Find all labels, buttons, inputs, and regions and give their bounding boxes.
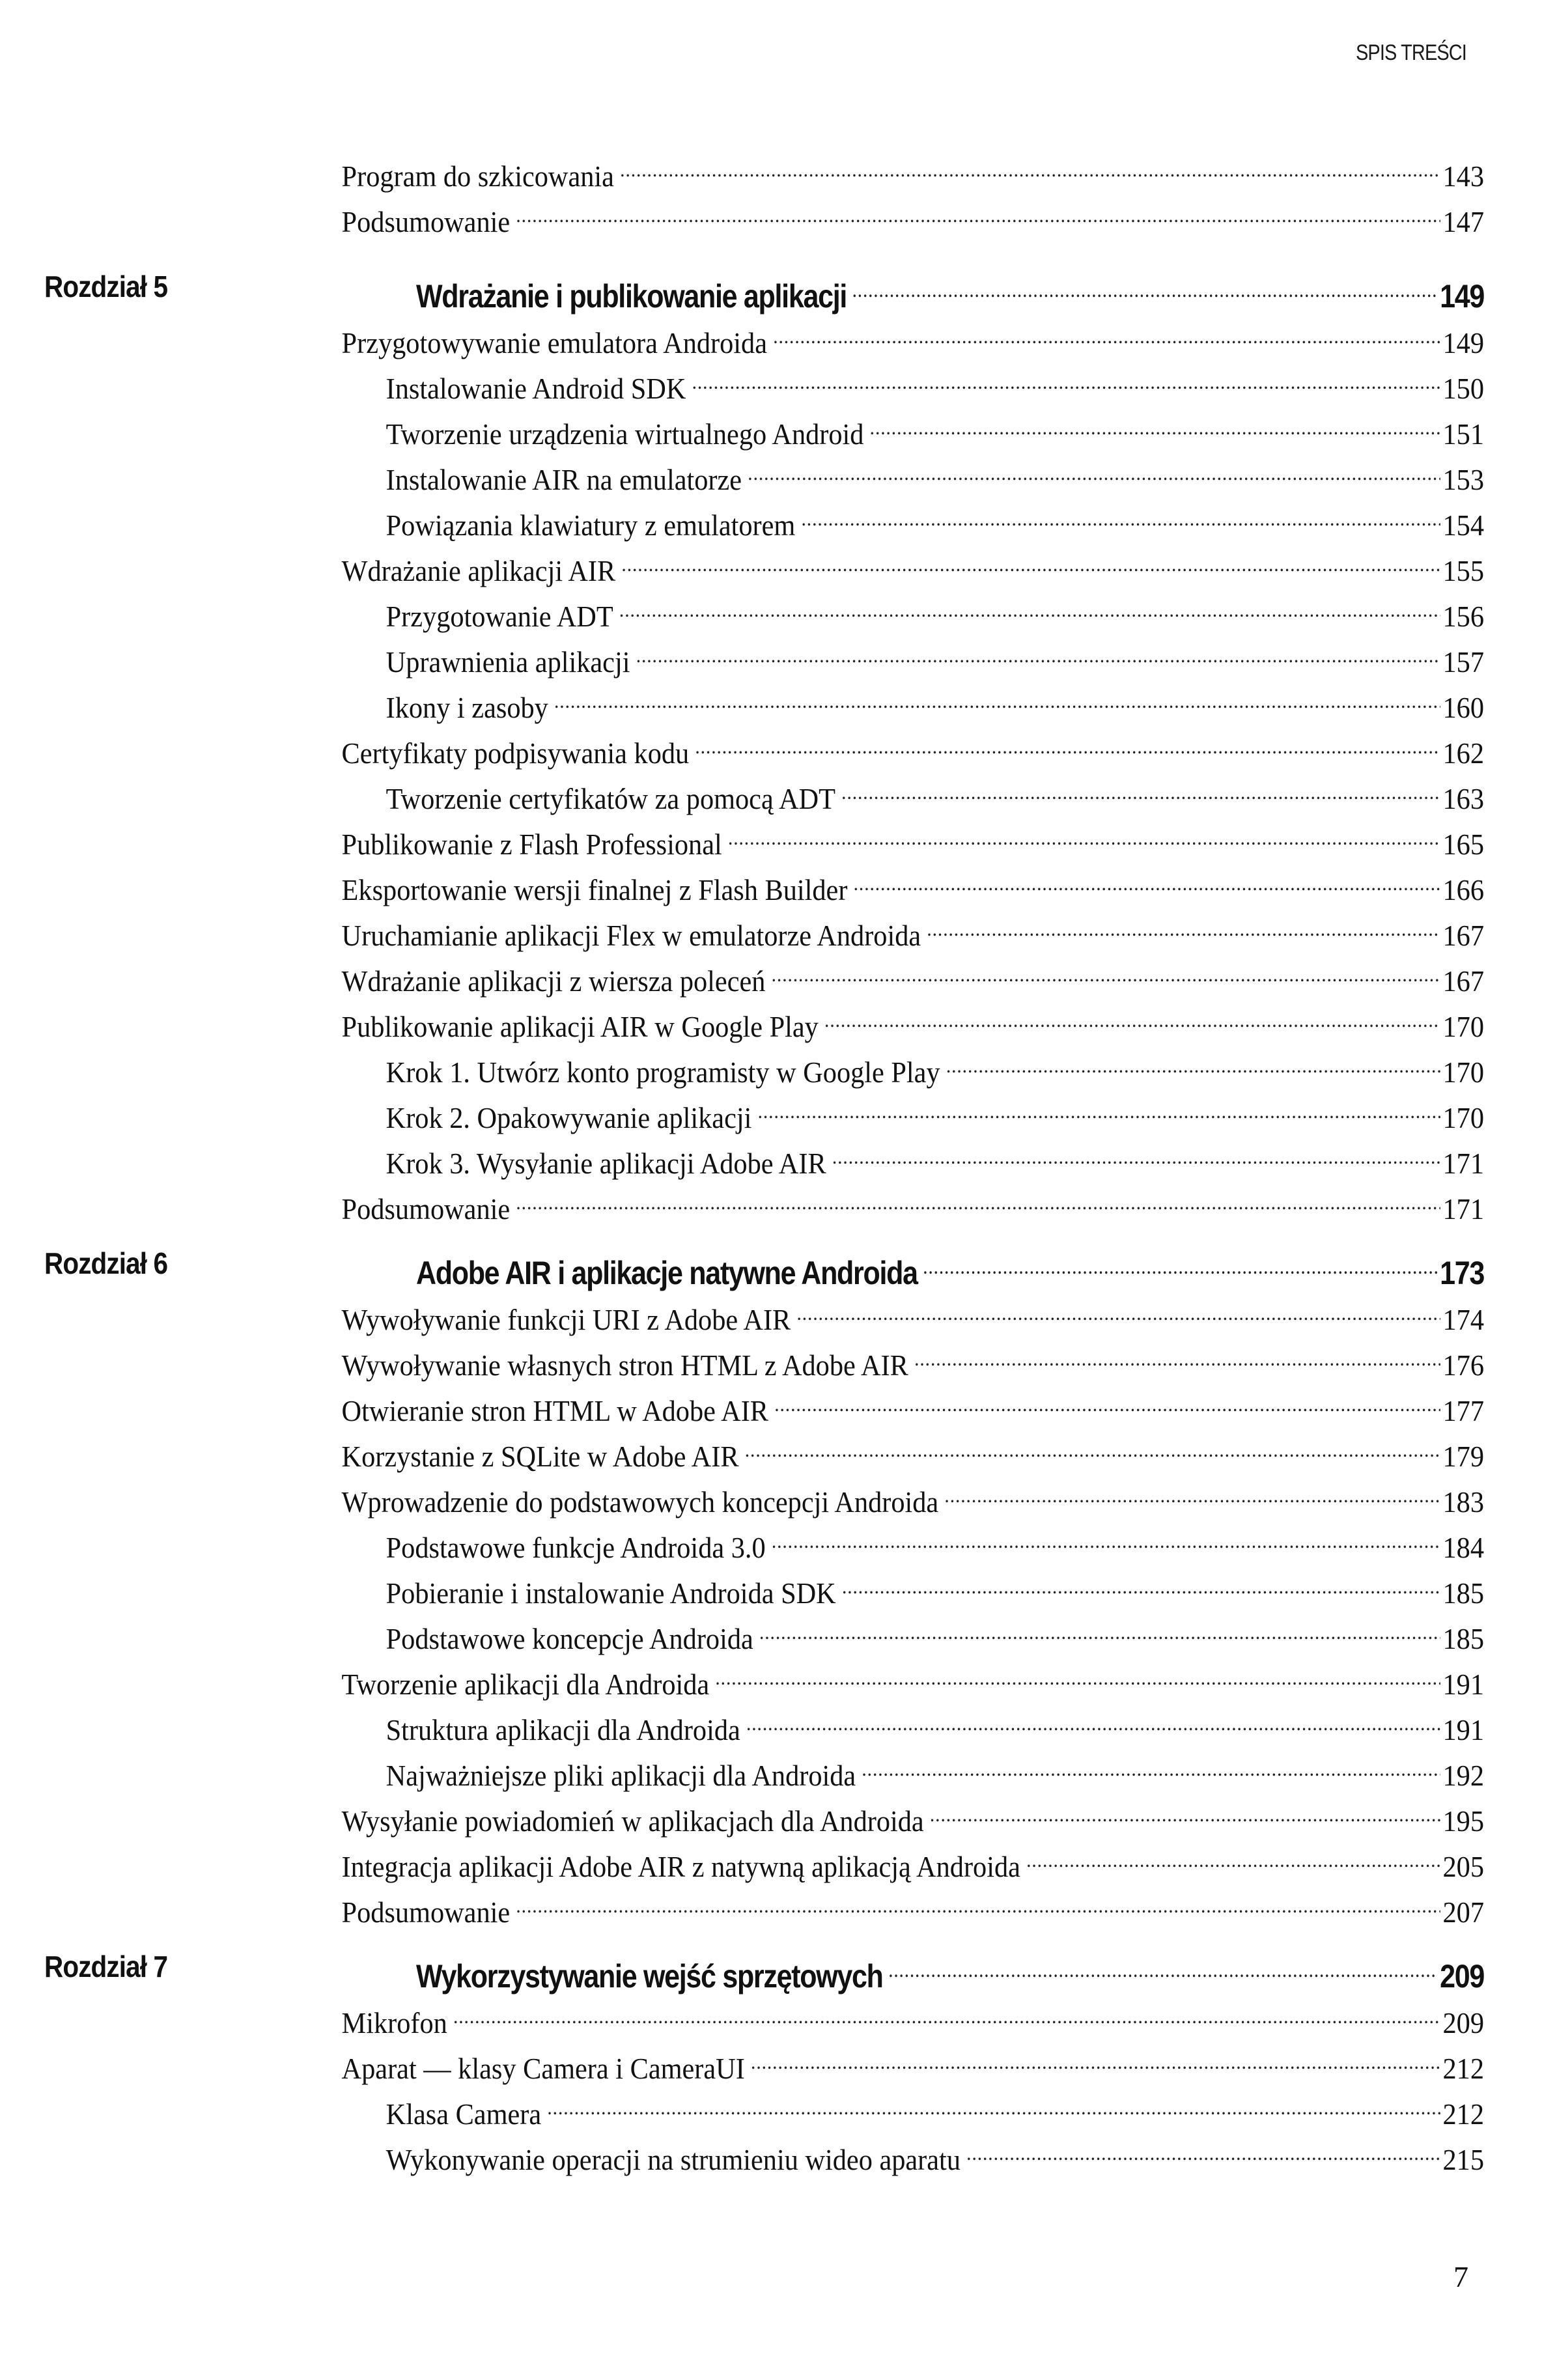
dot-leader (854, 858, 1440, 900)
toc-entry[interactable] (386, 2082, 1484, 2135)
dot-leader (852, 266, 1438, 307)
dot-leader (966, 2128, 1440, 2170)
entry-title: Otwieranie stron HTML w Adobe AIR (341, 1394, 769, 1427)
toc-entry[interactable] (342, 1835, 1484, 1888)
entry-page-number: 212 (1442, 2052, 1484, 2085)
entry-title: Publikowanie aplikacji AIR w Google Play (341, 1010, 819, 1043)
toc-entry[interactable] (342, 1881, 1484, 1933)
toc-row[interactable] (0, 858, 1557, 906)
toc-row[interactable] (0, 1334, 1557, 1382)
entry-title: Tworzenie urządzenia wirtualnego Android (386, 417, 864, 451)
dot-leader (516, 190, 1440, 232)
dot-leader (923, 1242, 1437, 1284)
entry-page-number: 185 (1442, 1622, 1484, 1655)
toc-row[interactable] (0, 1132, 1557, 1180)
toc-entry[interactable] (386, 448, 1484, 501)
dot-leader (746, 1698, 1440, 1740)
dot-leader (547, 2082, 1440, 2124)
entry-title: Wprowadzenie do podstawowych koncepcji Androida (341, 1485, 939, 1519)
toc-chapter-row[interactable] (0, 266, 1557, 315)
toc-row[interactable] (0, 539, 1557, 587)
entry-page-number: 162 (1442, 736, 1484, 770)
page-number: 7 (1453, 2260, 1468, 2293)
toc-entry[interactable] (416, 1242, 1484, 1294)
toc-row[interactable] (0, 1881, 1557, 1929)
dot-leader (1026, 1835, 1440, 1877)
toc-row[interactable] (0, 1516, 1557, 1564)
entry-title: Wdrażanie aplikacji AIR (341, 554, 616, 587)
entry-title: Wdrażanie aplikacji z wiersza poleceń (341, 964, 766, 998)
entry-page-number: 156 (1442, 600, 1484, 633)
toc-row[interactable] (0, 2128, 1557, 2176)
entry-title: Wysyłanie powiadomień w aplikacjach dla Androida (341, 1804, 924, 1838)
entry-page-number: 195 (1442, 1804, 1484, 1838)
toc-entry[interactable] (342, 904, 1484, 957)
entry-title: Krok 2. Opakowywanie aplikacji (386, 1101, 752, 1134)
toc-row[interactable] (0, 402, 1557, 451)
dot-leader (946, 1041, 1440, 1082)
dot-leader (862, 1744, 1440, 1785)
toc-row[interactable] (0, 585, 1557, 633)
dot-leader (620, 145, 1440, 186)
toc-entry[interactable] (342, 1334, 1484, 1386)
entry-title: Integracja aplikacji Adobe AIR z natywną aplikacją Androida (341, 1850, 1020, 1883)
entry-page-number: 171 (1442, 1192, 1484, 1225)
toc-entry[interactable] (386, 1516, 1484, 1569)
entry-title: Podsumowanie (341, 1192, 511, 1225)
dot-leader (774, 1379, 1440, 1421)
toc-row[interactable] (0, 1744, 1557, 1792)
toc-row[interactable] (0, 1177, 1557, 1225)
entry-title: Podsumowanie (341, 1896, 511, 1929)
toc-entry[interactable] (416, 266, 1484, 317)
toc-row[interactable] (0, 1470, 1557, 1519)
toc-row[interactable] (0, 995, 1557, 1043)
dot-leader (745, 1425, 1440, 1466)
entry-title: Uruchamianie aplikacji Flex w emulatorze Androida (341, 919, 921, 952)
entry-page-number: 179 (1442, 1440, 1484, 1473)
entry-title: Pobieranie i instalowanie Androida SDK (386, 1576, 836, 1610)
toc-row[interactable] (0, 1789, 1557, 1838)
toc-row[interactable] (0, 448, 1557, 496)
entry-title: Krok 3. Wysyłanie aplikacji Adobe AIR (386, 1147, 826, 1180)
dot-leader (748, 448, 1440, 490)
toc-entry[interactable] (342, 1991, 1484, 2044)
entry-page-number: 167 (1442, 919, 1484, 952)
toc-entry[interactable] (342, 1789, 1484, 1842)
toc-row[interactable] (0, 145, 1557, 193)
toc-entry[interactable] (342, 2037, 1484, 2090)
entry-title: Program do szkicowania (341, 160, 614, 193)
entry-title: Wywoływanie własnych stron HTML z Adobe AIR (341, 1349, 908, 1382)
toc-row[interactable] (0, 904, 1557, 952)
entry-title: Certyfikaty podpisywania kodu (341, 736, 690, 770)
dot-leader (773, 311, 1440, 353)
entry-page-number: 209 (1440, 1958, 1484, 1995)
entry-page-number: 185 (1442, 1576, 1484, 1610)
toc-entry[interactable] (386, 402, 1484, 455)
entry-page-number: 147 (1442, 205, 1484, 238)
entry-title: Korzystanie z SQLite w Adobe AIR (341, 1440, 739, 1473)
entry-page-number: 174 (1442, 1303, 1484, 1336)
entry-page-number: 151 (1442, 417, 1484, 451)
entry-title: Uprawnienia aplikacji (386, 645, 630, 679)
toc-row[interactable] (0, 949, 1557, 998)
toc-entry[interactable] (386, 1041, 1484, 1093)
entry-title: Eksportowanie wersji finalnej z Flash Builder (341, 873, 848, 906)
entry-page-number: 167 (1442, 964, 1484, 998)
dot-leader (516, 1881, 1440, 1922)
entry-title: Podsumowanie (341, 205, 511, 238)
entry-title: Przygotowywanie emulatora Androida (341, 326, 768, 359)
toc-row[interactable] (0, 813, 1557, 861)
toc-entry[interactable] (386, 1086, 1484, 1139)
entry-page-number: 166 (1442, 873, 1484, 906)
entry-page-number: 153 (1442, 463, 1484, 496)
toc-row[interactable] (0, 1086, 1557, 1134)
entry-title: Podstawowe funkcje Androida 3.0 (386, 1531, 766, 1564)
chapter-label: Rozdział 5 (44, 270, 168, 303)
entry-title: Wykonywanie operacji na strumieniu wideo aparatu (386, 2143, 961, 2176)
toc-entry[interactable] (342, 1288, 1484, 1341)
toc-entry[interactable] (342, 721, 1484, 774)
toc-chapter-row[interactable] (0, 1242, 1557, 1291)
dot-leader (759, 1607, 1440, 1649)
entry-page-number: 154 (1442, 509, 1484, 542)
toc-row[interactable] (0, 2037, 1557, 2085)
toc-row[interactable] (0, 311, 1557, 359)
toc-row[interactable] (0, 1561, 1557, 1610)
toc-entry[interactable] (342, 311, 1484, 364)
toc-row[interactable] (0, 1425, 1557, 1473)
toc-row[interactable] (0, 1041, 1557, 1089)
entry-page-number: 170 (1442, 1101, 1484, 1134)
entry-page-number: 184 (1442, 1531, 1484, 1564)
entry-title: Krok 1. Utwórz konto programisty w Google Play (386, 1056, 940, 1089)
toc-row[interactable] (0, 721, 1557, 770)
entry-page-number: 191 (1442, 1668, 1484, 1701)
toc-entry[interactable] (416, 1946, 1484, 1997)
dot-leader (796, 1288, 1440, 1330)
toc-entry[interactable] (386, 1744, 1484, 1797)
entry-title: Tworzenie aplikacji dla Androida (341, 1668, 710, 1701)
entry-page-number: 176 (1442, 1349, 1484, 1382)
toc-row[interactable] (0, 1835, 1557, 1883)
toc-row[interactable] (0, 676, 1557, 724)
toc-row[interactable] (0, 1653, 1557, 1701)
toc-entry[interactable] (386, 357, 1484, 410)
entry-page-number: 149 (1440, 278, 1484, 315)
entry-page-number: 143 (1442, 160, 1484, 193)
dot-leader (944, 1470, 1440, 1512)
entry-title: Instalowanie AIR na emulatorze (386, 463, 742, 496)
entry-title: Wywoływanie funkcji URI z Adobe AIR (341, 1303, 791, 1336)
chapter-label: Rozdział 6 (44, 1246, 168, 1280)
dot-leader (824, 995, 1440, 1037)
toc-entry[interactable] (342, 995, 1484, 1048)
toc-entry[interactable] (342, 145, 1484, 197)
toc-row[interactable] (0, 357, 1557, 405)
toc-row[interactable] (0, 1288, 1557, 1336)
toc-entry[interactable] (386, 494, 1484, 546)
entry-page-number: 157 (1442, 645, 1484, 679)
dot-leader (695, 721, 1440, 763)
entry-page-number: 149 (1442, 326, 1484, 359)
dot-leader (453, 1991, 1440, 2033)
entry-page-number: 170 (1442, 1056, 1484, 1089)
toc-entry[interactable] (342, 813, 1484, 865)
dot-leader (772, 1516, 1440, 1558)
entry-title: Przygotowanie ADT (386, 600, 613, 633)
toc-entry[interactable] (342, 1379, 1484, 1432)
dot-leader (554, 676, 1440, 718)
toc-entry[interactable] (386, 767, 1484, 820)
toc-entry[interactable] (386, 1607, 1484, 1660)
entry-page-number: 150 (1442, 372, 1484, 405)
toc-entry[interactable] (342, 190, 1484, 243)
dot-leader (692, 357, 1440, 399)
entry-page-number: 192 (1442, 1759, 1484, 1792)
toc-row[interactable] (0, 630, 1557, 679)
dot-leader (870, 402, 1440, 444)
running-head: SPIS TREŚCI (1356, 40, 1466, 65)
entry-title: Struktura aplikacji dla Androida (386, 1713, 740, 1746)
dot-leader (636, 630, 1440, 672)
toc-entry[interactable] (386, 676, 1484, 729)
toc-entry[interactable] (386, 630, 1484, 683)
chapter-label: Rozdział 7 (44, 1950, 168, 1983)
toc-entry[interactable] (342, 1177, 1484, 1230)
entry-title: Tworzenie certyfikatów za pomocą ADT (386, 782, 835, 815)
toc-row[interactable] (0, 1379, 1557, 1427)
toc-entry[interactable] (386, 1132, 1484, 1184)
entry-page-number: 177 (1442, 1394, 1484, 1427)
toc-row[interactable] (0, 2082, 1557, 2131)
dot-leader (841, 767, 1440, 809)
toc-entry[interactable] (386, 1561, 1484, 1614)
entry-title: Wykorzystywanie wejść sprzętowych (415, 1958, 883, 1995)
entry-page-number: 191 (1442, 1713, 1484, 1746)
entry-page-number: 207 (1442, 1896, 1484, 1929)
entry-title: Adobe AIR i aplikacje natywne Androida (415, 1255, 918, 1291)
toc-row[interactable] (0, 1698, 1557, 1746)
entry-page-number: 155 (1442, 554, 1484, 587)
entry-title: Klasa Camera (386, 2097, 542, 2131)
dot-leader (619, 585, 1440, 626)
toc-entry[interactable] (342, 949, 1484, 1002)
entry-title: Najważniejsze pliki aplikacji dla Androida (386, 1759, 856, 1792)
entry-title: Wdrażanie i publikowanie aplikacji (415, 278, 847, 315)
toc-row[interactable] (0, 1607, 1557, 1655)
entry-title: Podstawowe koncepcje Androida (386, 1622, 753, 1655)
dot-leader (832, 1132, 1440, 1173)
entry-title: Instalowanie Android SDK (386, 372, 686, 405)
dot-leader (927, 904, 1440, 945)
dot-leader (516, 1177, 1440, 1219)
entry-title: Aparat — klasy Camera i CameraUI (341, 2052, 745, 2085)
entry-page-number: 205 (1442, 1850, 1484, 1883)
entry-title: Powiązania klawiatury z emulatorem (386, 509, 796, 542)
dot-leader (715, 1653, 1440, 1694)
entry-page-number: 160 (1442, 691, 1484, 724)
entry-page-number: 212 (1442, 2097, 1484, 2131)
toc-entry[interactable] (342, 858, 1484, 911)
toc-row[interactable] (0, 494, 1557, 542)
dot-leader (772, 949, 1440, 991)
dot-leader (930, 1789, 1440, 1831)
dot-leader (888, 1946, 1437, 1987)
toc-entry[interactable] (342, 1470, 1484, 1523)
dot-leader (802, 494, 1440, 535)
toc-row[interactable] (0, 190, 1557, 238)
toc-row[interactable] (0, 1991, 1557, 2039)
toc-entry[interactable] (386, 585, 1484, 637)
dot-leader (621, 539, 1440, 581)
entry-title: Mikrofon (341, 2006, 447, 2039)
entry-page-number: 209 (1442, 2006, 1484, 2039)
entry-page-number: 183 (1442, 1485, 1484, 1519)
entry-page-number: 173 (1440, 1255, 1484, 1291)
dot-leader (842, 1561, 1440, 1603)
entry-title: Ikony i zasoby (386, 691, 548, 724)
entry-page-number: 215 (1442, 2143, 1484, 2176)
entry-page-number: 165 (1442, 828, 1484, 861)
toc-entry[interactable] (342, 1425, 1484, 1477)
entry-page-number: 171 (1442, 1147, 1484, 1180)
toc-row[interactable] (0, 767, 1557, 815)
entry-page-number: 163 (1442, 782, 1484, 815)
toc-entry[interactable] (342, 1653, 1484, 1705)
toc-entry[interactable] (342, 539, 1484, 592)
toc-entry[interactable] (386, 1698, 1484, 1751)
toc-chapter-row[interactable] (0, 1946, 1557, 1995)
dot-leader (914, 1334, 1440, 1375)
dot-leader (758, 1086, 1440, 1128)
entry-title: Publikowanie z Flash Professional (341, 828, 722, 861)
entry-page-number: 170 (1442, 1010, 1484, 1043)
dot-leader (751, 2037, 1440, 2079)
toc-entry[interactable] (386, 2128, 1484, 2181)
dot-leader (728, 813, 1440, 854)
